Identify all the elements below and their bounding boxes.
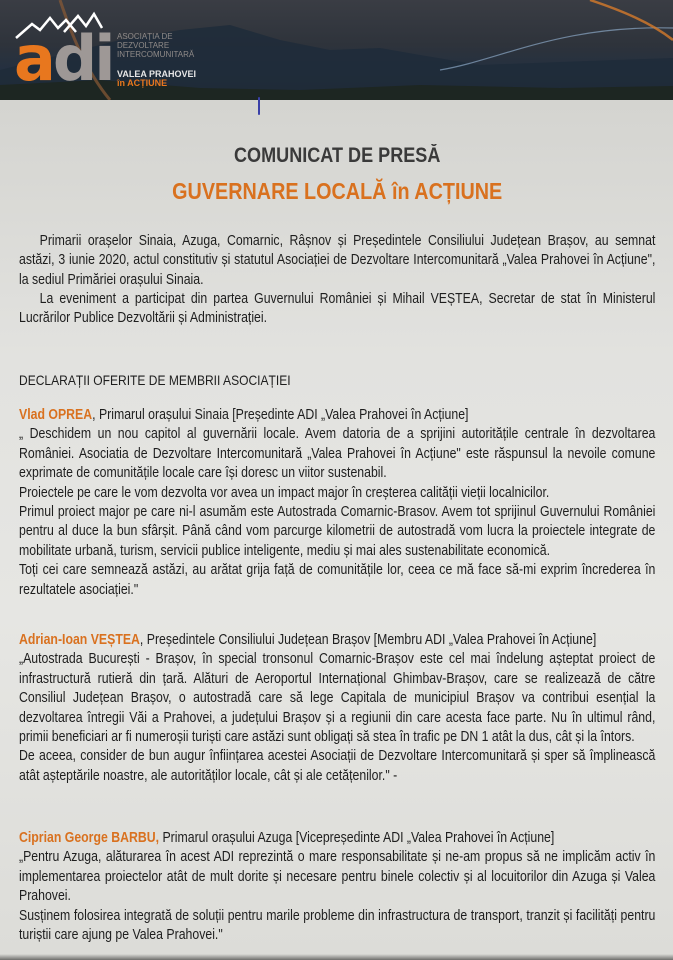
speaker-name: Ciprian George BARBU,	[19, 830, 160, 846]
page-edge-shadow	[0, 954, 673, 960]
press-release-page	[0, 100, 673, 960]
statement-block	[19, 631, 655, 786]
adi-logo	[14, 10, 314, 95]
speaker-name: Vlad OPREA	[19, 407, 93, 423]
letterhead-banner	[0, 0, 673, 100]
statement-header	[19, 406, 655, 425]
logo-valea-prahovei: VALEA PRAHOVEI	[117, 69, 197, 79]
quote-paragraph: „Pentru Azuga, alăturarea în acest ADI reprezintă o mare responsabilitate și ne-am propus să ne implicăm activ în implementarea proiectelor atât de mult dorite și necesare pentru binele colectiv și al locuitorilor din Azuga și Valea Prahovei.	[19, 849, 656, 905]
quote-paragraph: Primul proiect major pe care ni-l asumăm este Autostrada Comarnic-Brasov. Avem tot sprijinul Guvernului României pentru al duce la bun sfârșit. Până când vom parcurge kilometrii de autostradă vom lucra la proiectele integrate de mobilitate urbană, turism, servicii publice inteligente, mediu și mai ales sustenabilitate economică.	[19, 504, 656, 559]
statement-quote	[19, 425, 655, 600]
logo-letters	[14, 22, 113, 95]
quote-paragraph: „ Deschidem un nou capitol al guvernării locale. Avem datoria de a sprijini autoritățile centrale în dezvoltarea României. Asociatia de Dezvoltare Intercomunitară „Valea Prahovei în Acțiune" este răspunsul la nevoile comune exprimate de comunitățile locale care își doresc un viitor sustenabil.	[19, 426, 656, 482]
statement-block	[19, 406, 655, 600]
speaker-role: , Primarul orașului Sinaia [Președinte ADI „Valea Prahovei în Acțiune]	[92, 407, 469, 423]
speaker-name: Adrian-Ioan VEȘTEA	[19, 632, 140, 648]
statement-header	[19, 631, 655, 650]
logo-line: ASOCIAȚIA DE	[117, 32, 173, 41]
document-title: COMUNICAT DE PRESĂ	[234, 144, 441, 167]
logo-association-name	[117, 32, 194, 59]
quote-paragraph: Toți cei care semnează astăzi, au arătat grija față de comunitățile lor, ceea ce mă face să-mi exprim încrederea în rezultatele asociației."	[19, 562, 656, 598]
quote-paragraph: „Autostrada București - Brașov, în special tronsonul Comarnic-Brașov este cel mai îndelung așteptat proiect de infrastructură rutieră din țară. Alături de Aeroportul Internațional Ghimbav-Brașov, care se realizează de către Consiliul Județean Brașov, o autostradă care să lege Capitala de municipiul Brașov va contribui esențial la dezvoltarea întregii Văi a Prahovei, a județului Brașov și a regiunii din care acesta face parte. Nu în ultimul rând, primii beneficiari ar fi numeroșii turiști care astăzi sunt obligați să stea în trafic pe DN 1 atât la dus, cât și la întors.	[19, 651, 656, 746]
statement-header	[19, 829, 655, 848]
statement-quote	[19, 848, 655, 945]
statement-quote	[19, 650, 655, 786]
logo-line: INTERCOMUNITARĂ	[117, 50, 195, 59]
pen-mark	[258, 97, 260, 115]
logo-a: a	[14, 22, 53, 95]
statement-block	[19, 829, 655, 945]
logo-in-actiune: în ACȚIUNE	[117, 78, 168, 88]
section-heading: DECLARAȚII OFERITE DE MEMBRII ASOCIAȚIEI	[19, 372, 291, 388]
logo-line: DEZVOLTARE	[117, 41, 170, 50]
intro-paragraph: La eveniment a participat din partea Guvernului României și Mihail VEȘTEA, Secretar de stat în Ministerul Lucrărilor Publice Dezvoltării și Administrației.	[19, 291, 656, 327]
quote-paragraph: De aceea, consider de bun augur înființarea acestei Asociații de Dezvoltare Intercomunitară și sper să împlinească atât așteptările noastre, ale autorităților locale, cât și ale cetățenilor." -	[19, 748, 656, 784]
document-subtitle: GUVERNARE LOCALĂ în ACȚIUNE	[172, 178, 503, 204]
speaker-role: Primarul orașului Azuga [Vicepreședinte ADI „Valea Prahovei în Acțiune]	[159, 830, 555, 846]
quote-paragraph: Susținem folosirea integrată de soluții pentru marile probleme din infrastructura de transport, tranzit și facilități pentru turiștii care ajung pe Valea Prahovei."	[19, 907, 656, 944]
logo-di: di	[52, 22, 113, 95]
quote-paragraph: Proiectele pe care le vom dezvolta vor avea un impact major în creșterea calității vieții localnicilor.	[19, 484, 550, 501]
intro-paragraph: Primarii orașelor Sinaia, Azuga, Comarnic, Râșnov și Președintele Consiliului Județean Brașov, au semnat astăzi, 3 iunie 2020, actul constitutiv și statutul Asociației de Dezvoltare Intercomunitară „Valea Prahovei în Acțiune", la sediul Primăriei orașului Sinaia.	[19, 233, 656, 288]
speaker-role: , Președintele Consiliului Județean Brașov [Membru ADI „Valea Prahovei în Acțiune]	[139, 632, 597, 648]
